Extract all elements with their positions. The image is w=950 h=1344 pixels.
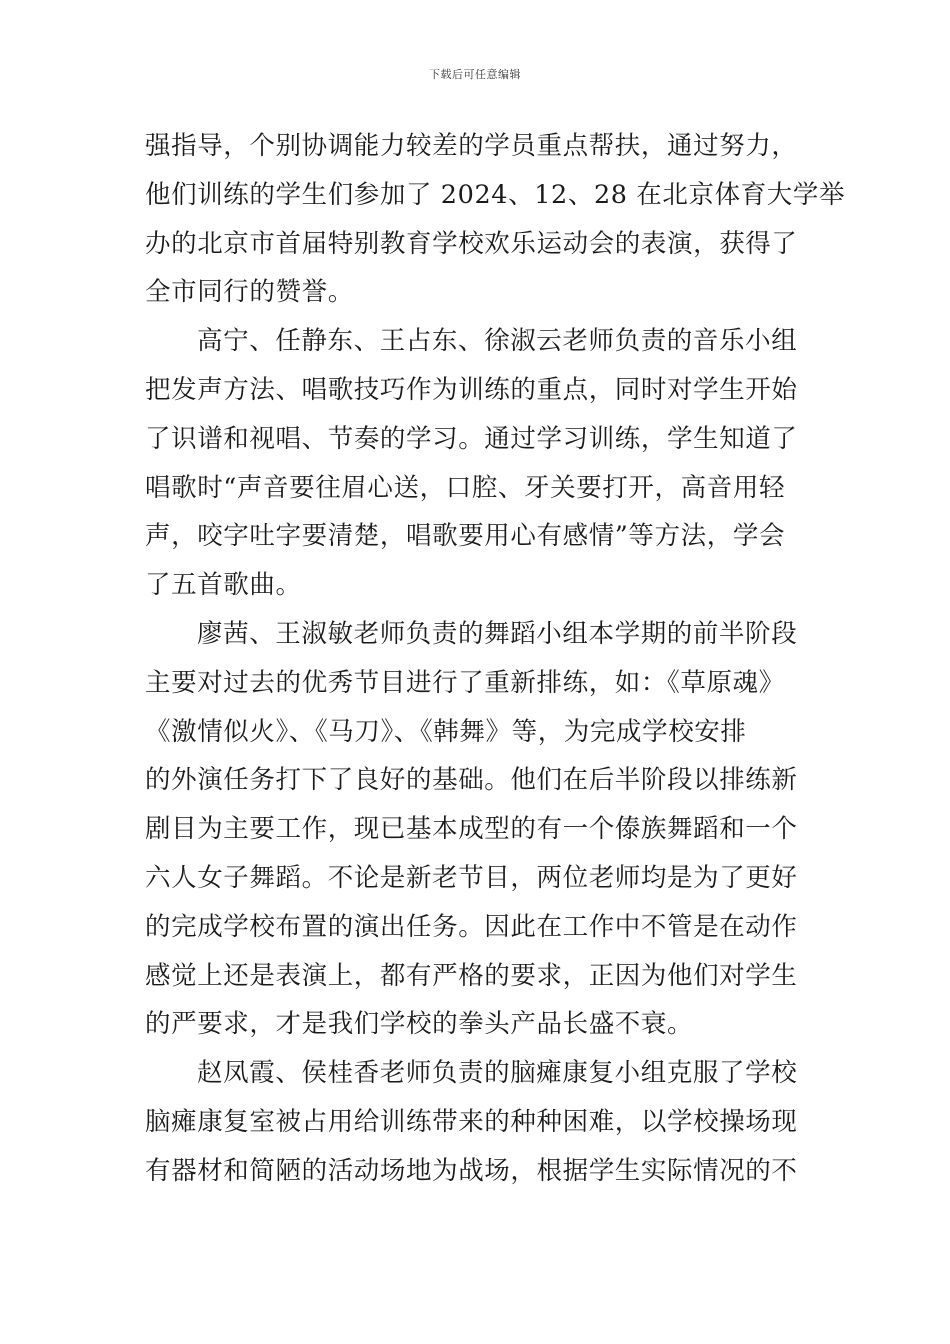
text-line: 剧目为主要工作，现已基本成型的有一个傣族舞蹈和一个 (145, 814, 798, 845)
paragraph-start-line: 高宁、任静东、王占东、徐淑云老师负责的音乐小组 (197, 326, 798, 357)
text-line: 的完成学校布置的演出任务。因此在工作中不管是在动作 (145, 911, 798, 942)
text-line: 脑瘫康复室被占用给训练带来的种种困难，以学校操场现 (145, 1106, 798, 1137)
text-line: 声，咬字吐字要清楚，唱歌要用心有感情”等方法，学会 (145, 521, 786, 552)
text-line: 感觉上还是表演上，都有严格的要求，正因为他们对学生 (145, 960, 798, 991)
text-line: 全市同行的赞誉。 (145, 277, 354, 308)
text-line: 他们训练的学生们参加了 2024、12、28 在北京体育大学举 (145, 179, 846, 210)
text-line: 办的北京市首届特别教育学校欢乐运动会的表演，获得了 (145, 228, 798, 259)
text-line: 主要对过去的优秀节目进行了重新排练，如：《草原魂》 (145, 667, 785, 698)
document-body (145, 129, 846, 1203)
text-line: 的严要求，才是我们学校的拳头产品长盛不衰。 (145, 1009, 694, 1040)
text-line: 了识谱和视唱、节奏的学习。通过学习训练，学生知道了 (145, 423, 798, 454)
text-line: 《激情似火》、《马刀》、《韩舞》等，为完成学校安排 (145, 716, 747, 747)
text-line: 强指导，个别协调能力较差的学员重点帮扶，通过努力， (145, 131, 798, 161)
text-line: 把发声方法、唱歌技巧作为训练的重点，同时对学生开始 (145, 374, 798, 405)
text-line: 有器材和简陋的活动场地为战场，根据学生实际情况的不 (145, 1155, 798, 1186)
text-line: 唱歌时“声音要往眉心送，口腔、牙关要打开，高音用轻 (145, 472, 786, 503)
paragraph-start-line: 赵凤霞、侯桂香老师负责的脑瘫康复小组克服了学校 (197, 1058, 798, 1089)
paragraph-start-line: 廖茜、王淑敏老师负责的舞蹈小组本学期的前半阶段 (197, 618, 798, 649)
text-line: 六人女子舞蹈。不论是新老节目，两位老师均是为了更好 (145, 862, 798, 893)
text-line: 的外演任务打下了良好的基础。他们在后半阶段以排练新 (145, 765, 798, 796)
page-header: 下载后可任意编辑 (429, 68, 521, 81)
text-line: 了五首歌曲。 (145, 570, 302, 601)
